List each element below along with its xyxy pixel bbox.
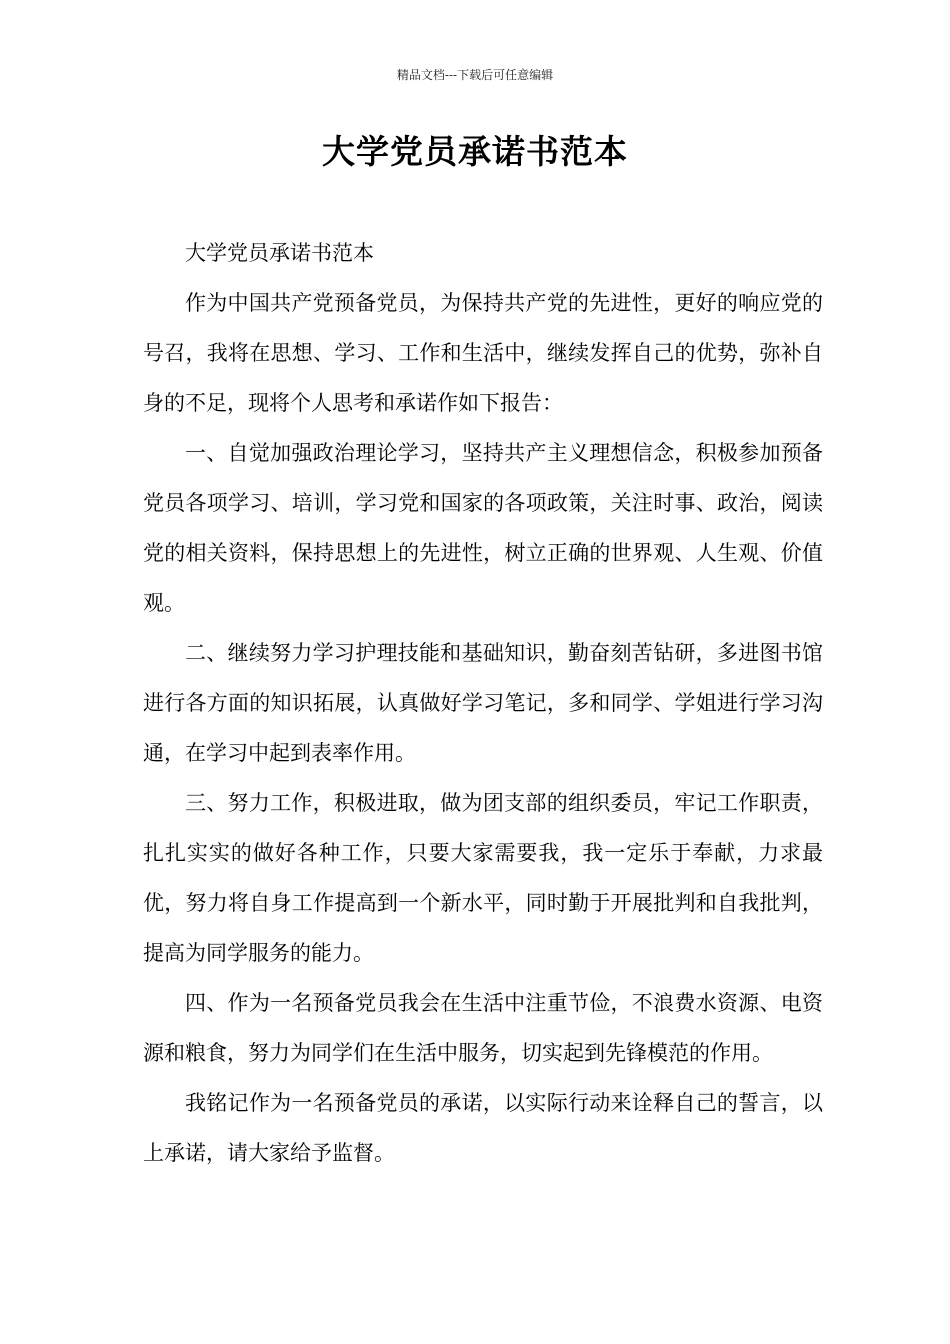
paragraph-closing: 我铭记作为一名预备党员的承诺，以实际行动来诠释自己的誓言，以上承诺，请大家给予监督。 <box>143 1091 823 1165</box>
page-header: 精品文档---下载后可任意编辑 <box>396 68 554 82</box>
paragraph-point-4: 四、作为一名预备党员我会在生活中注重节俭，不浪费水资源、电资源和粮食，努力为同学们在生活中服务，切实起到先锋模范的作用。 <box>143 991 823 1065</box>
paragraph-point-3: 三、努力工作，积极进取，做为团支部的组织委员，牢记工作职责，扎扎实实的做好各种工作，只要大家需要我，我一定乐于奉献，力求最优，努力将自身工作提高到一个新水平，同时勤于开展批判和自我批判，提高为同学服务的能力。 <box>143 791 823 965</box>
paragraph-point-1: 一、自觉加强政治理论学习，坚持共产主义理想信念，积极参加预备党员各项学习、培训，学习党和国家的各项政策，关注时事、政治，阅读党的相关资料，保持思想上的先进性，树立正确的世界观、人生观、价值观。 <box>143 441 823 615</box>
document-title: 大学党员承诺书范本 <box>322 132 628 171</box>
paragraph-point-2: 二、继续努力学习护理技能和基础知识，勤奋刻苦钻研，多进图书馆进行各方面的知识拓展，认真做好学习笔记，多和同学、学姐进行学习沟通，在学习中起到表率作用。 <box>143 641 823 765</box>
paragraph-intro: 作为中国共产党预备党员，为保持共产党的先进性，更好的响应党的号召，我将在思想、学习、工作和生活中，继续发挥自己的优势，弥补自身的不足，现将个人思考和承诺作如下报告： <box>143 291 823 415</box>
document-body <box>143 228 823 1178</box>
paragraph-subtitle: 大学党员承诺书范本 <box>185 241 374 265</box>
